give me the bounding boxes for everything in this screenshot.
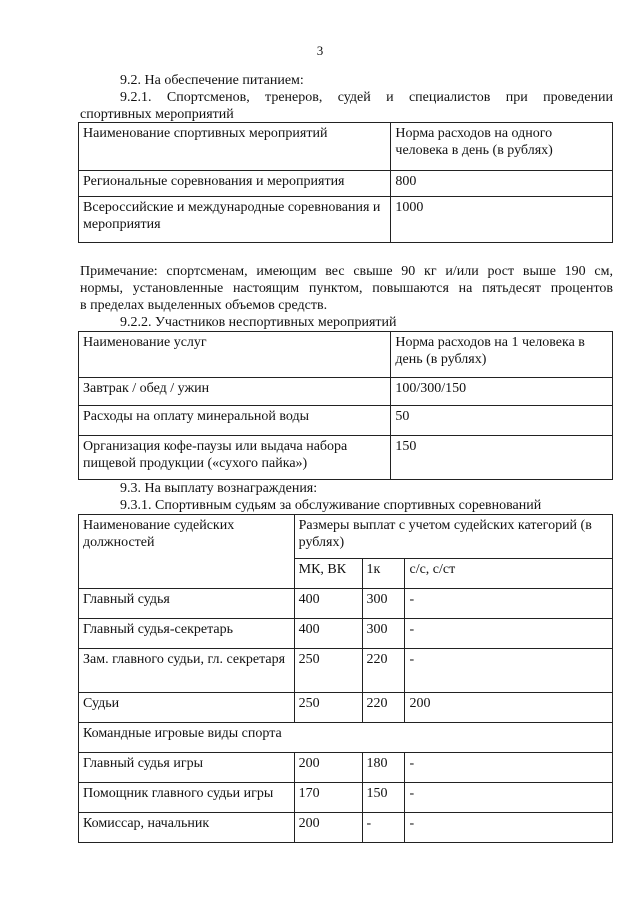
- table-cell: -: [405, 783, 613, 813]
- note-line1: Примечание: спортсменам, имеющим вес свыше 90 кг и/или рост выше 190 см,: [80, 264, 613, 279]
- table-cell: 150: [362, 783, 405, 813]
- table-header-cell: Наименование спортивных мероприятий: [79, 123, 391, 171]
- table-header-cell: Размеры выплат с учетом судейских категорий (в рублях): [294, 515, 612, 559]
- table-cell: 50: [391, 406, 613, 436]
- table-row: [79, 813, 613, 843]
- table-cell: Завтрак / обед / ужин: [79, 378, 391, 406]
- table-cell: -: [405, 649, 613, 693]
- table-row: [79, 436, 613, 480]
- table-row: [79, 406, 613, 436]
- table-cell: -: [405, 619, 613, 649]
- table-cell: Расходы на оплату минеральной воды: [79, 406, 391, 436]
- table-subheader-cell: с/с, с/ст: [405, 559, 613, 589]
- table-cell: -: [405, 589, 613, 619]
- referee-payments-table: [78, 514, 613, 843]
- table-row: [79, 197, 613, 243]
- table-cell: 200: [405, 693, 613, 723]
- table-cell: -: [362, 813, 405, 843]
- section-9-2-1-line2: спортивных мероприятий: [80, 107, 234, 122]
- table-cell: Организация кофе-паузы или выдача набора пищевой продукции («сухого пайка»): [79, 436, 391, 480]
- table-cell: 200: [294, 753, 362, 783]
- table-header-row: [79, 515, 613, 559]
- table-header-cell: Наименование судейских должностей: [79, 515, 295, 589]
- section-9-3-heading: 9.3. На выплату вознаграждения:: [120, 481, 318, 496]
- table-cell: Главный судья: [79, 589, 295, 619]
- table-section-row: [79, 723, 613, 753]
- table-subheader-cell: МК, ВК: [294, 559, 362, 589]
- table-header-cell: Наименование услуг: [79, 332, 391, 378]
- table-cell: 250: [294, 693, 362, 723]
- table-row: [79, 171, 613, 197]
- table-cell: Главный судья игры: [79, 753, 295, 783]
- table-cell: 150: [391, 436, 613, 480]
- table-cell: 1000: [391, 197, 613, 243]
- table-header-cell: Норма расходов на одного человека в день (в рублях): [391, 123, 613, 171]
- table-cell: 800: [391, 171, 613, 197]
- table-row: [79, 693, 613, 723]
- table-cell: 400: [294, 589, 362, 619]
- section-9-3-1-heading: 9.3.1. Спортивным судьям за обслуживание спортивных соревнований: [120, 498, 542, 513]
- table-cell: -: [405, 813, 613, 843]
- table-cell: 200: [294, 813, 362, 843]
- table-cell: 300: [362, 619, 405, 649]
- page-number: 3: [316, 43, 324, 58]
- table-cell: Судьи: [79, 693, 295, 723]
- table-cell: Помощник главного судьи игры: [79, 783, 295, 813]
- table-cell: 250: [294, 649, 362, 693]
- section-9-2-1-line1: 9.2.1. Спортсменов, тренеров, судей и специалистов при проведении: [120, 90, 613, 105]
- table-row: [79, 753, 613, 783]
- table-header-row: [79, 123, 613, 171]
- table-header-cell: Норма расходов на 1 человека в день (в рублях): [391, 332, 613, 378]
- table-cell: 220: [362, 693, 405, 723]
- table-row: [79, 589, 613, 619]
- table-subheader-cell: 1к: [362, 559, 405, 589]
- table-header-row: [79, 332, 613, 378]
- table-row: [79, 378, 613, 406]
- table-cell: Комиссар, начальник: [79, 813, 295, 843]
- table-cell: Зам. главного судьи, гл. секретаря: [79, 649, 295, 693]
- table-cell: Региональные соревнования и мероприятия: [79, 171, 391, 197]
- table-row: [79, 783, 613, 813]
- table-cell: 300: [362, 589, 405, 619]
- section-label-cell: Командные игровые виды спорта: [79, 723, 613, 753]
- table-cell: Главный судья-секретарь: [79, 619, 295, 649]
- note-line2: нормы, установленные настоящим пунктом, повышаются на пятьдесят процентов: [80, 281, 613, 296]
- table-cell: 220: [362, 649, 405, 693]
- table-row: [79, 649, 613, 693]
- table-cell: 180: [362, 753, 405, 783]
- table-cell: 400: [294, 619, 362, 649]
- table-cell: 170: [294, 783, 362, 813]
- note-line3: в пределах выделенных объемов средств.: [80, 298, 328, 313]
- meals-nonsport-table: [78, 331, 613, 480]
- table-cell: 100/300/150: [391, 378, 613, 406]
- section-9-2-heading: 9.2. На обеспечение питанием:: [120, 73, 304, 88]
- table-row: [79, 619, 613, 649]
- table-cell: -: [405, 753, 613, 783]
- meals-sports-table: [78, 122, 613, 243]
- table-cell: Всероссийские и международные соревнования и мероприятия: [79, 197, 391, 243]
- section-9-2-2-heading: 9.2.2. Участников неспортивных мероприятий: [120, 315, 397, 330]
